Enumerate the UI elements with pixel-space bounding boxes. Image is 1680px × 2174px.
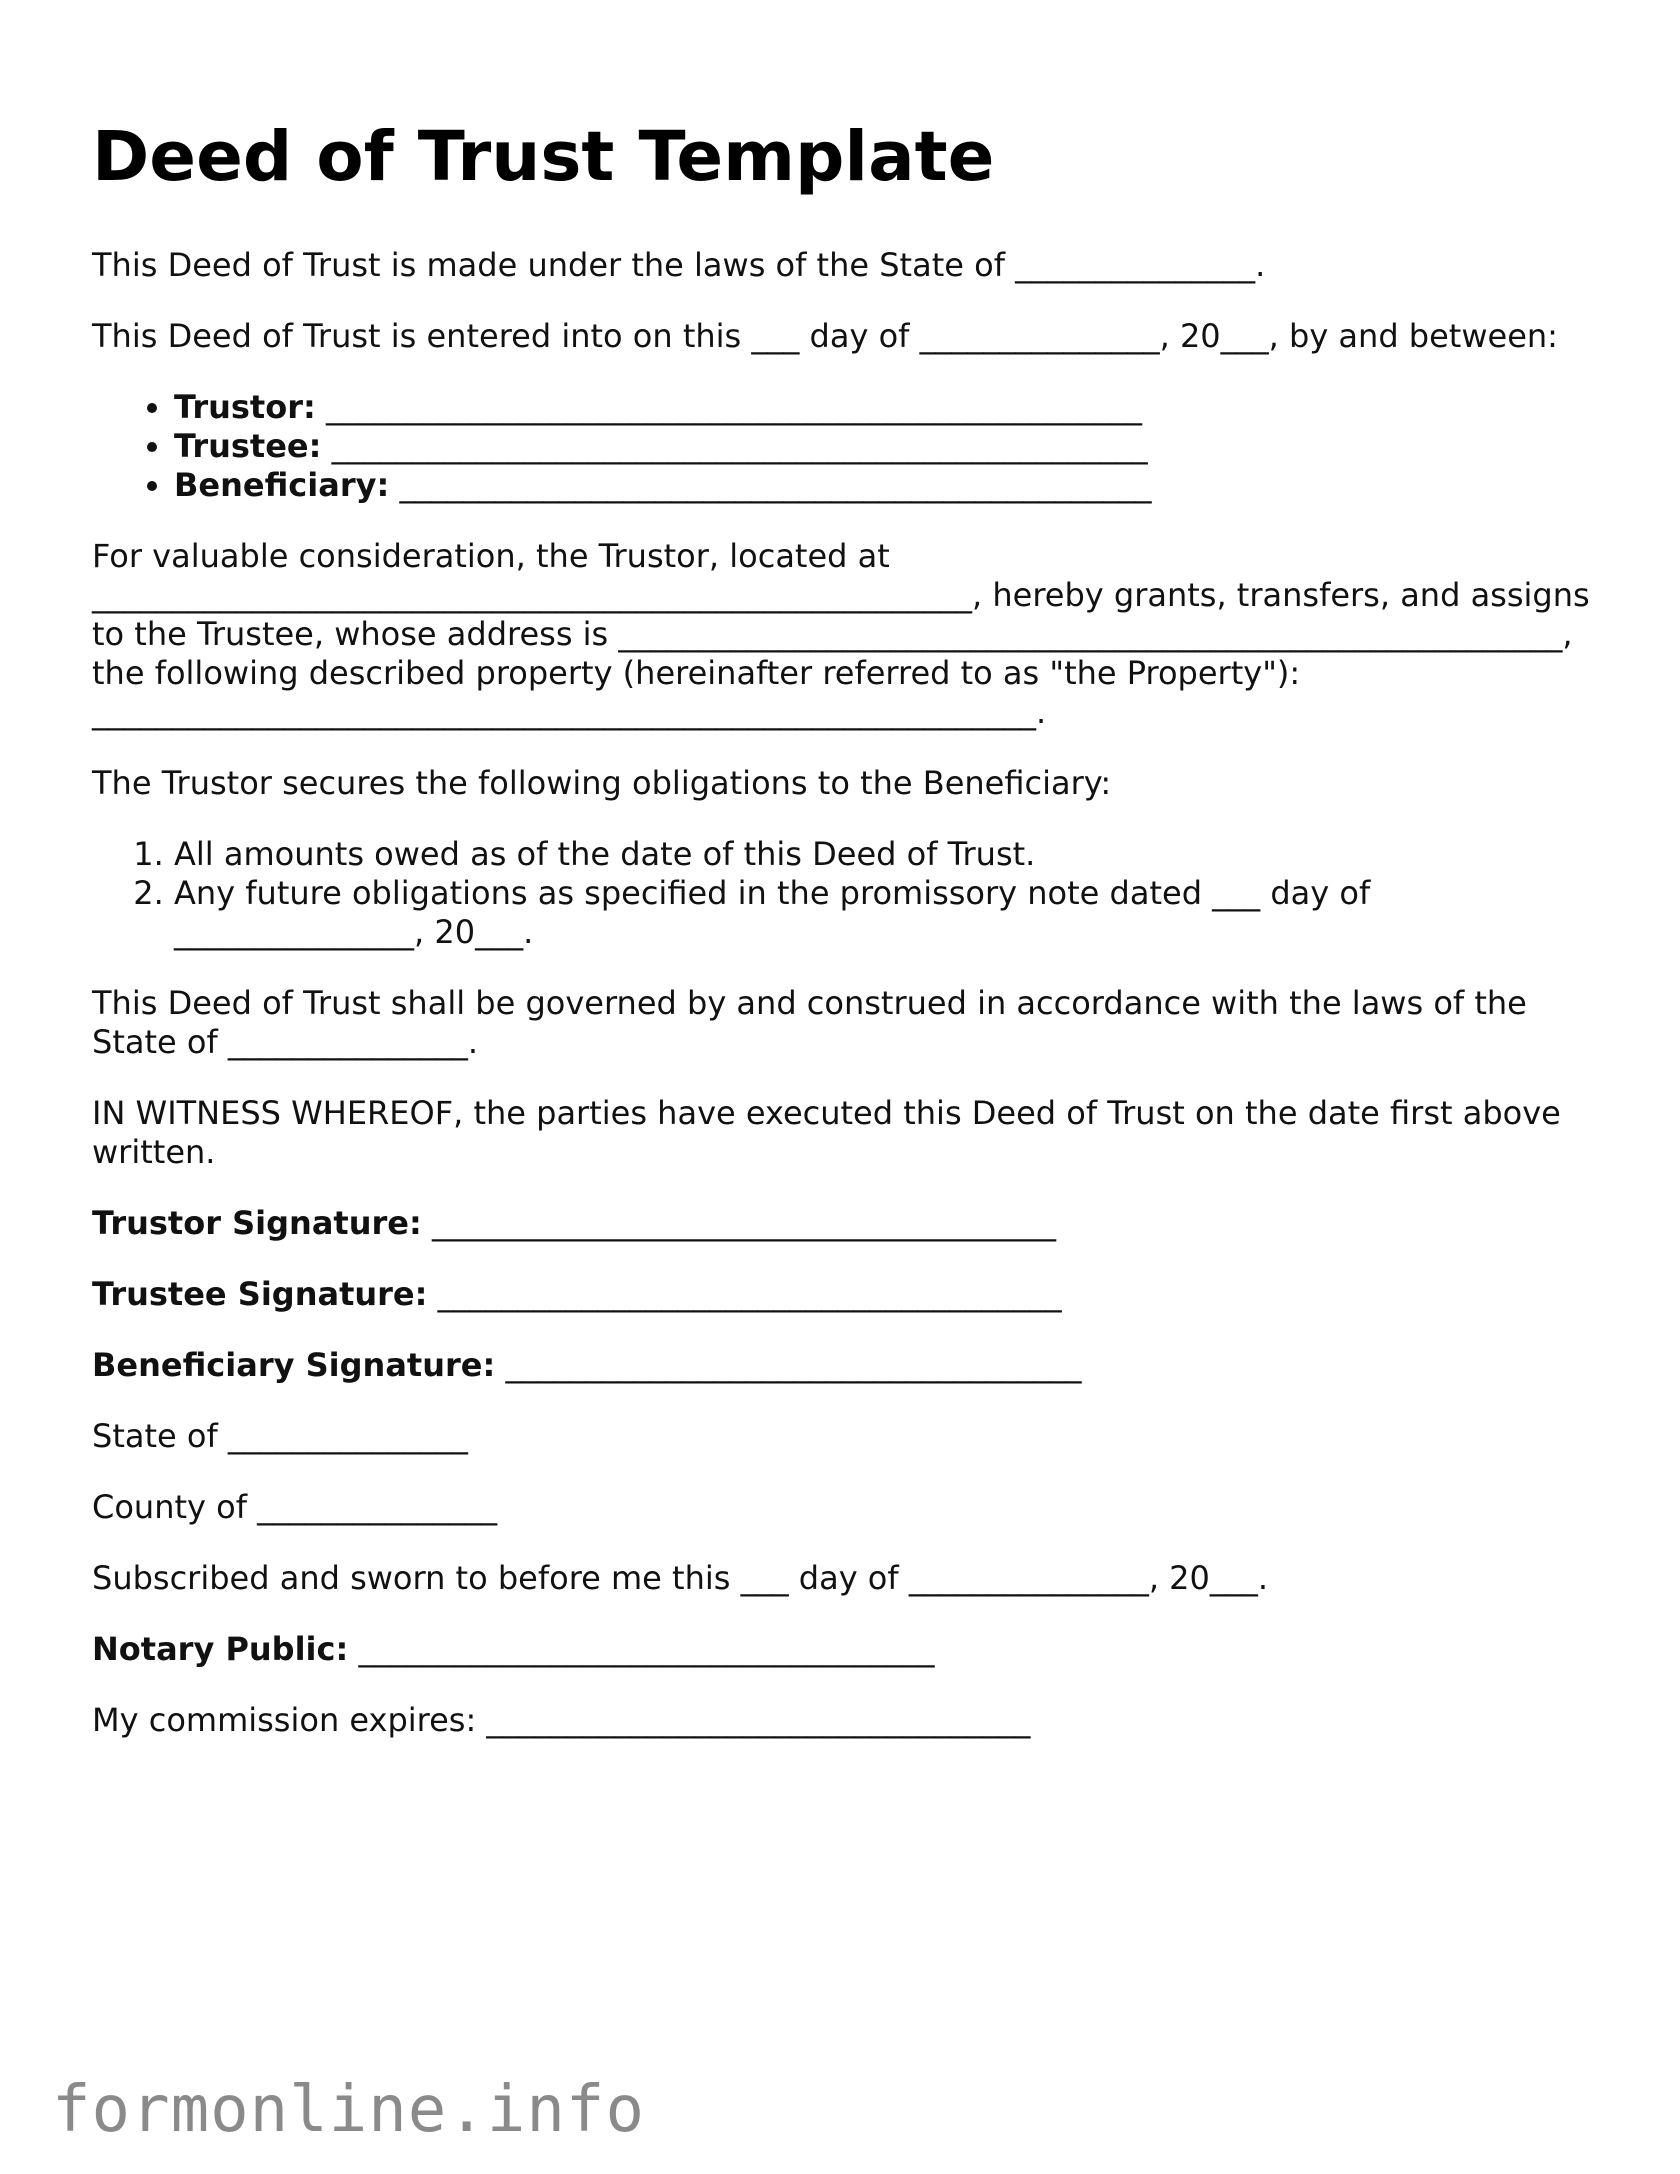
witness-clause: IN WITNESS WHEREOF, the parties have executed this Deed of Trust on the date first above written. — [92, 1094, 1561, 1171]
signature-label: Trustee Signature: — [92, 1275, 428, 1313]
signature-label: Trustor Signature: — [92, 1204, 422, 1242]
governing-clause: This Deed of Trust shall be governed by and construed in accordance with the laws of the State of _______________. — [92, 984, 1527, 1061]
document-title: Deed of Trust Template — [92, 117, 995, 197]
state-clause: This Deed of Trust is made under the laws of the State of _______________. — [92, 246, 1266, 284]
signature-blank: ____________________________________ — [505, 1346, 1082, 1384]
notary-county-line: County of _______________ — [92, 1488, 498, 1526]
watermark: formonline.info — [52, 2073, 645, 2147]
document-page — [92, 112, 1592, 1772]
party-label: Beneficiary: — [174, 466, 390, 504]
signature-blank: _______________________________________ — [437, 1275, 1062, 1313]
obligations-list — [92, 835, 1592, 952]
entered-clause: This Deed of Trust is entered into on this ___ day of _______________, 20___, by and between: — [92, 317, 1558, 355]
notary-public — [92, 1630, 1592, 1669]
sworn-line: Subscribed and sworn to before me this ___ day of _______________, 20___. — [92, 1559, 1269, 1597]
commission-line: My commission expires: __________________________________ — [92, 1701, 1031, 1739]
party-trustee — [174, 427, 1592, 466]
signature-beneficiary — [92, 1346, 1592, 1385]
notary-blank: ____________________________________ — [358, 1630, 935, 1668]
obligation-item: 1. All amounts owed as of the date of this Deed of Trust. — [174, 835, 1592, 874]
grant-clause: For valuable consideration, the Trustor, located at _______________________________________________________, hereby grants, transfers, and assigns to the Trustee, whose address is ___________________________________________________________, the following described property (hereinafter referred to as "the Property"): ___________________________________________________________. — [92, 537, 1590, 731]
notary-label: Notary Public: — [92, 1630, 349, 1668]
signature-blank: _______________________________________ — [431, 1204, 1056, 1242]
obligation-item: 2. Any future obligations as specified in the promissory note dated ___ day of _______________, 20___. — [174, 874, 1592, 952]
obligations-intro: The Trustor secures the following obligations to the Beneficiary: — [92, 764, 1112, 802]
party-blank: _______________________________________________ — [399, 466, 1152, 504]
signature-label: Beneficiary Signature: — [92, 1346, 496, 1384]
party-trustor — [174, 388, 1592, 427]
party-beneficiary — [174, 466, 1592, 505]
signature-trustee — [92, 1275, 1592, 1314]
party-label: Trustor: — [174, 388, 316, 426]
party-label: Trustee: — [174, 427, 322, 465]
parties-list — [92, 388, 1592, 505]
party-blank: ___________________________________________________ — [325, 388, 1142, 426]
signature-trustor — [92, 1204, 1592, 1243]
notary-state-line: State of _______________ — [92, 1417, 468, 1455]
party-blank: ___________________________________________________ — [331, 427, 1148, 465]
